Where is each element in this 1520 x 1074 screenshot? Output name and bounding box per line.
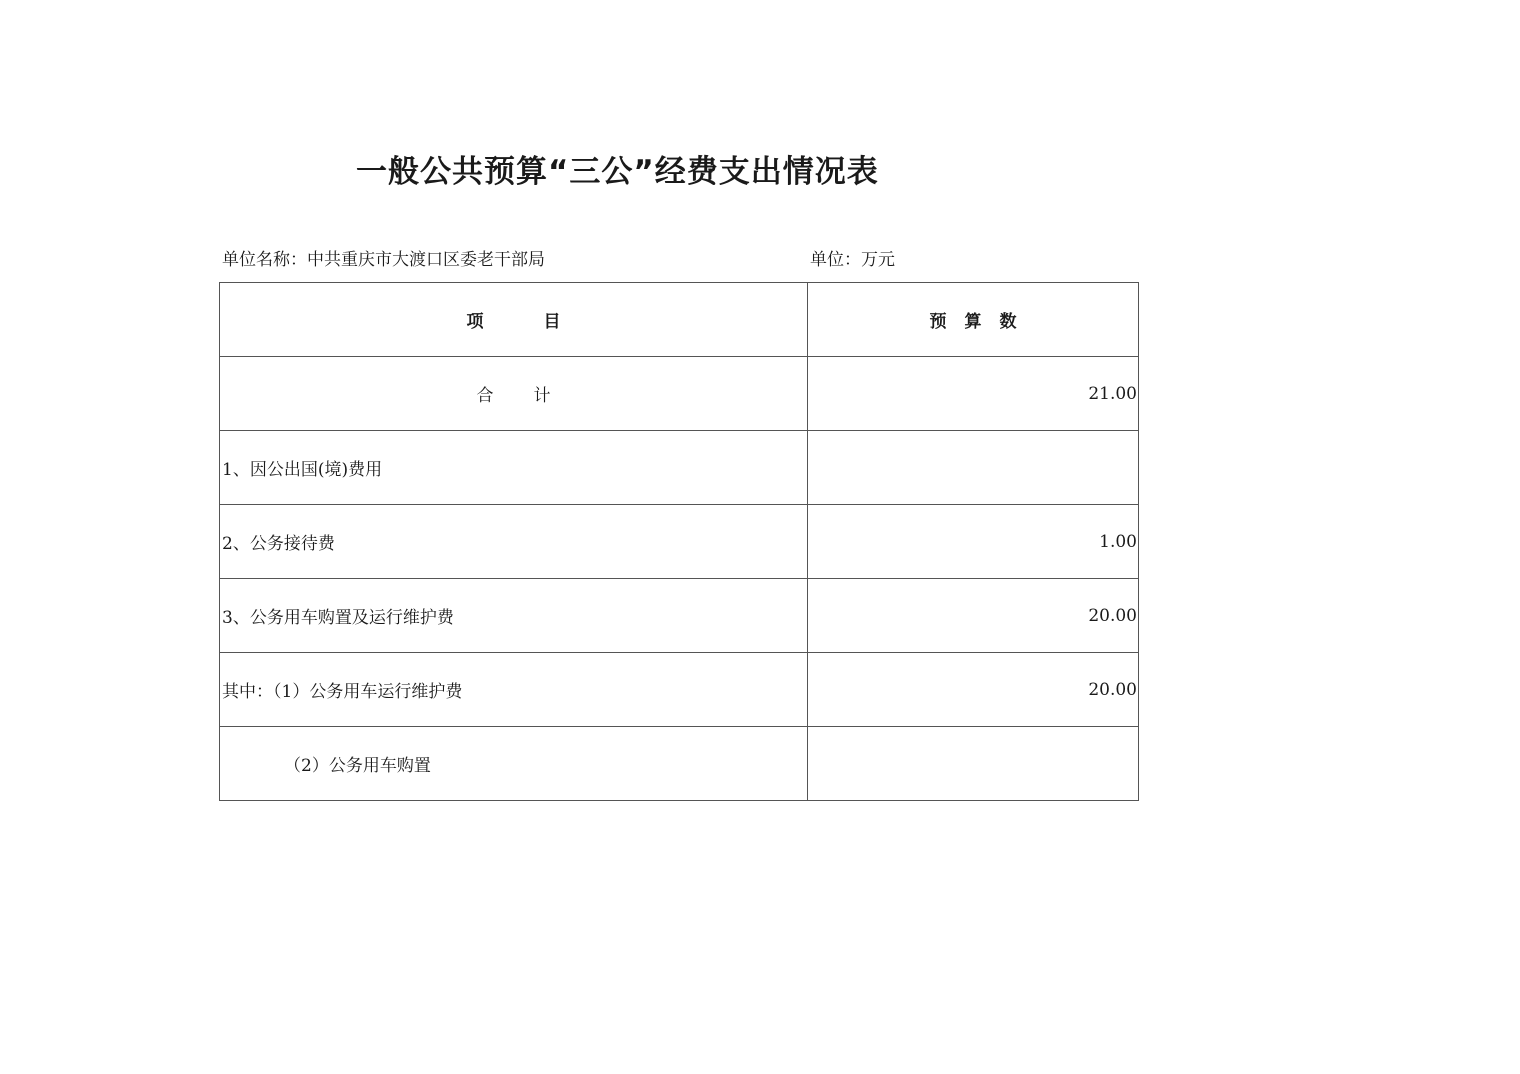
table-row bbox=[220, 505, 1139, 579]
row-label: 2、公务接待费 bbox=[220, 505, 808, 579]
table-row bbox=[220, 579, 1139, 653]
row-value: 20.00 bbox=[808, 579, 1139, 653]
budget-table bbox=[219, 282, 1139, 801]
table-row bbox=[220, 653, 1139, 727]
header-item: 项目 bbox=[220, 283, 808, 357]
row-value bbox=[808, 431, 1139, 505]
total-value: 21.00 bbox=[808, 357, 1139, 431]
row-label: 3、公务用车购置及运行维护费 bbox=[220, 579, 808, 653]
header-budget: 预算数 bbox=[808, 283, 1139, 357]
row-value: 20.00 bbox=[808, 653, 1139, 727]
unit-label: 单位：万元 bbox=[810, 250, 895, 270]
page-title: 一般公共预算“三公”经费支出情况表 bbox=[356, 154, 879, 190]
row-label: 1、因公出国(境)费用 bbox=[220, 431, 808, 505]
total-row bbox=[220, 357, 1139, 431]
table-row bbox=[220, 727, 1139, 801]
table-header-row bbox=[220, 283, 1139, 357]
total-label: 合计 bbox=[220, 357, 808, 431]
row-value bbox=[808, 727, 1139, 801]
unit-name-label: 单位名称：中共重庆市大渡口区委老干部局 bbox=[222, 250, 545, 270]
row-label: （2）公务用车购置 bbox=[220, 727, 808, 801]
table-row bbox=[220, 431, 1139, 505]
row-value: 1.00 bbox=[808, 505, 1139, 579]
row-label: 其中：（1）公务用车运行维护费 bbox=[220, 653, 808, 727]
